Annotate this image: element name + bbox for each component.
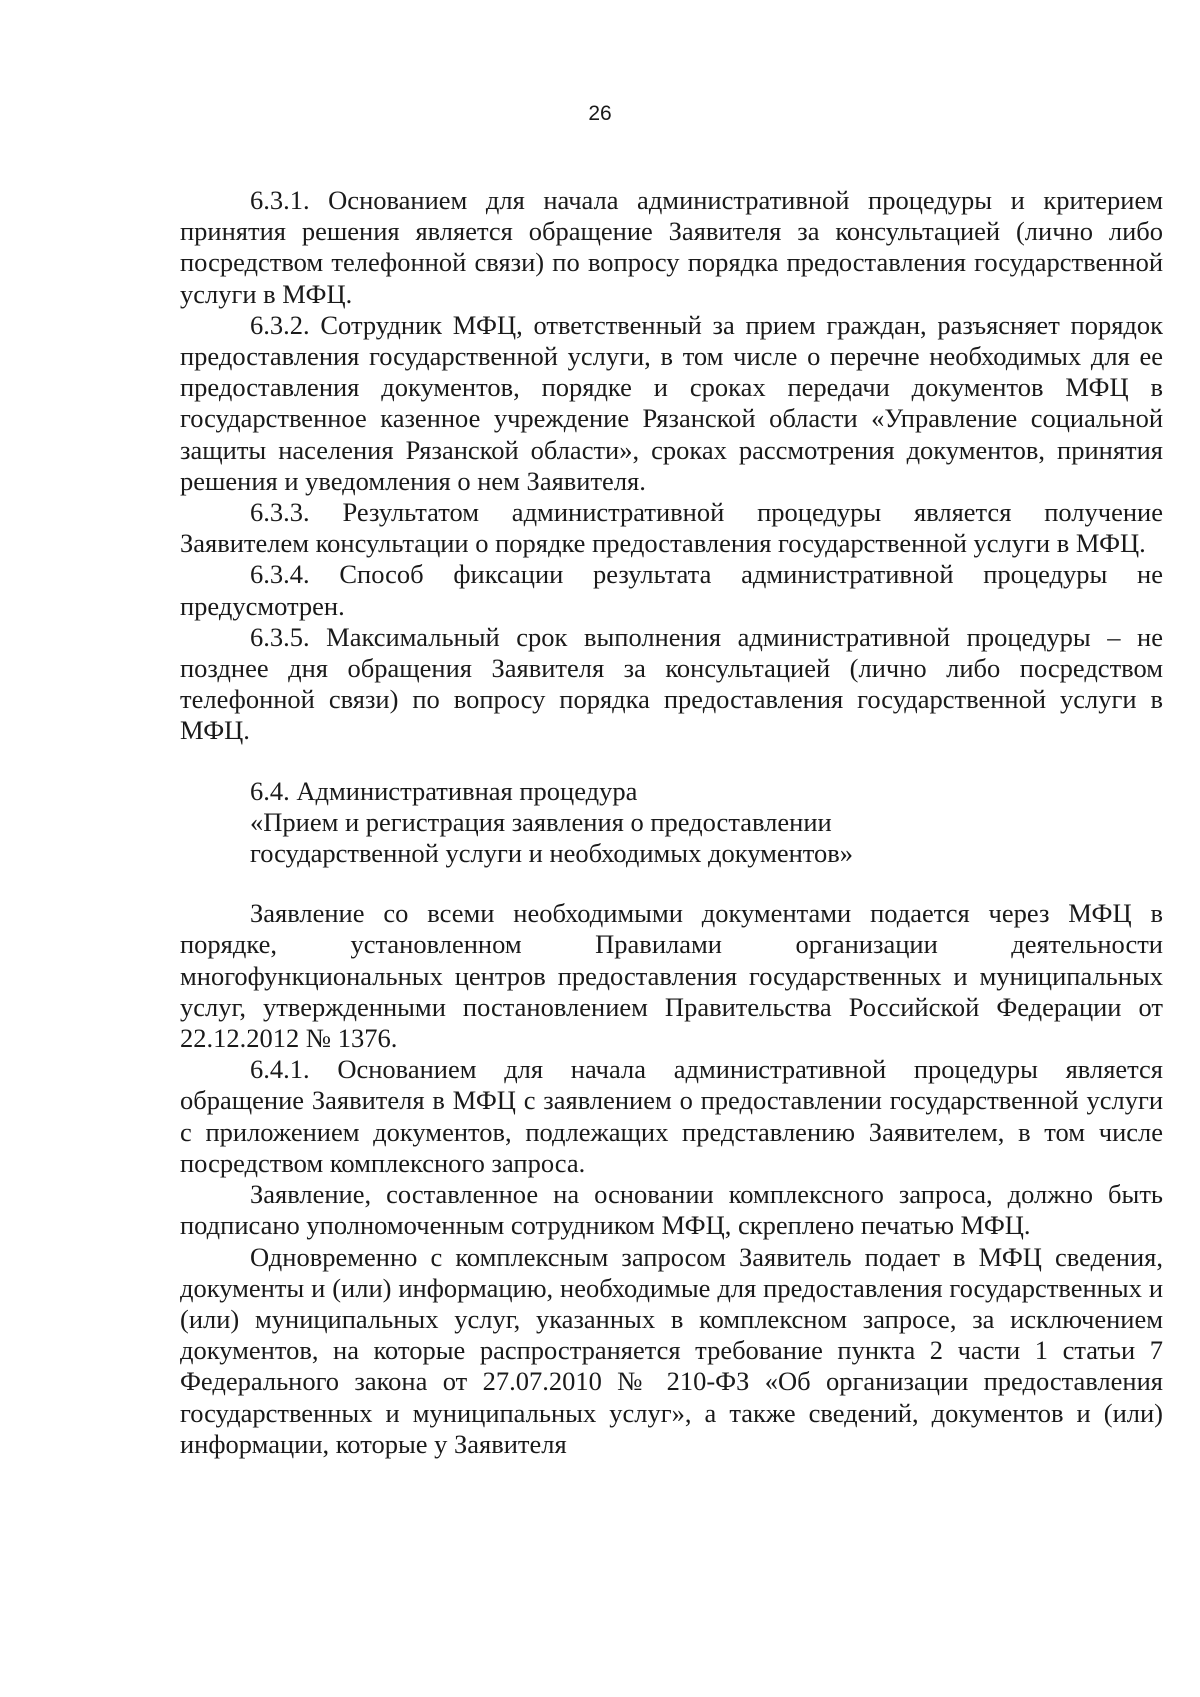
- heading-line-2: «Прием и регистрация заявления о предоставлении: [250, 806, 832, 837]
- paragraph-6-3-2: 6.3.2. Сотрудник МФЦ, ответственный за прием граждан, разъясняет порядок предоставления государственной услуги, в том числе о перечне необходимых для ее предоставления документов, порядке и сроках передачи документов МФЦ в государственное казенное учреждение Рязанской области «Управление социальной защиты населения Рязанской области», сроках рассмотрения документов, принятия решения и уведомления о нем Заявителя.: [180, 309, 1163, 496]
- paragraph-6-3-4: 6.3.4. Способ фиксации результата административной процедуры не предусмотрен.: [180, 559, 1163, 621]
- paragraph-6-4-intro: Заявление со всеми необходимыми документами подается через МФЦ в порядке, установленном Правилами организации деятельности многофункциональных центров предоставления государственных и муниципальных услуг, утвержденными постановлением Правительства Российской Федерации от 22.12.2012 № 1376.: [180, 898, 1163, 1054]
- paragraph-6-3-1: 6.3.1. Основанием для начала административной процедуры и критерием принятия решения является обращение Заявителя за консультацией (лично либо посредством телефонной связи) по вопросу порядка предоставления государственной услуги в МФЦ.: [180, 185, 1163, 309]
- paragraph-6-3-3: 6.3.3. Результатом административной процедуры является получение Заявителем консультации о порядке предоставления государственной услуги в МФЦ.: [180, 497, 1163, 559]
- paragraph-6-4-1: 6.4.1. Основанием для начала административной процедуры является обращение Заявителя в МФЦ с заявлением о предоставлении государственной услуги с приложением документов, подлежащих представлению Заявителем, в том числе посредством комплексного запроса.: [180, 1054, 1163, 1178]
- paragraph-complex-request-signature: Заявление, составленное на основании комплексного запроса, должно быть подписано уполномоченным сотрудником МФЦ, скреплено печатью МФЦ.: [180, 1179, 1163, 1241]
- document-body: [180, 185, 1163, 1460]
- paragraph-6-3-5: 6.3.5. Максимальный срок выполнения административной процедуры – не позднее дня обращения Заявителя за консультацией (лично либо посредством телефонной связи) по вопросу порядка предоставления государственной услуги в МФЦ.: [180, 621, 1163, 746]
- paragraph-complex-request-documents: Одновременно с комплексным запросом Заявитель подает в МФЦ сведения, документы и (или) информацию, необходимые для предоставления государственных и (или) муниципальных услуг, указанных в комплексном запросе, за исключением документов, на которые распространяется требование пункта 2 части 1 статьи 7 Федерального закона от 27.07.2010 № 210-ФЗ «Об организации предоставления государственных и муниципальных услуг», а также сведений, документов и (или) информации, которые у Заявителя: [180, 1241, 1163, 1459]
- heading-line-3: государственной услуги и необходимых документов»: [250, 838, 854, 869]
- section-heading-6-4: [180, 776, 1163, 870]
- page-number: 26: [588, 102, 612, 125]
- heading-line-1: 6.4. Административная процедура: [250, 775, 638, 806]
